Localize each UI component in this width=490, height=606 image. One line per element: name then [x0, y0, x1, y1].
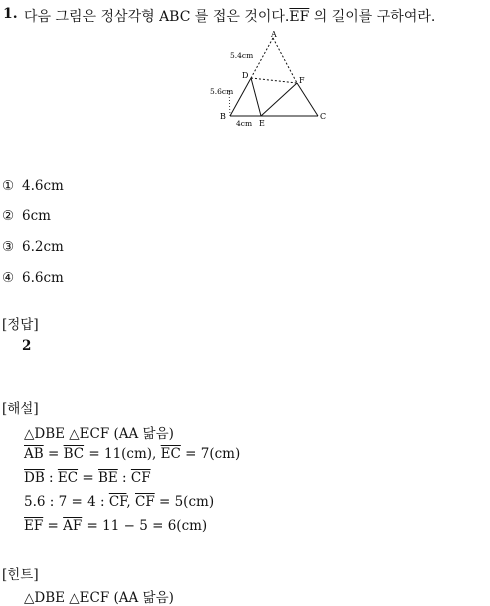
length-DB: 5.6cm: [210, 87, 234, 96]
label-B: B: [220, 112, 226, 121]
answer-label: [정답]: [2, 317, 39, 333]
choice-4-text: 6.6cm: [22, 270, 64, 286]
value-ec: = 7(cm): [180, 446, 241, 462]
segment-ef: $\overline{EF}$: [24, 518, 44, 534]
choice-4-mark: ④: [2, 270, 15, 286]
eq-sign: =: [43, 518, 64, 534]
ratio-values: 5.6 : 7 = 4 :: [24, 494, 109, 510]
label-F: F: [299, 76, 305, 85]
explanation-line-5: [24, 518, 207, 534]
segment-cf: $\overline{CF}$: [135, 494, 155, 510]
answer-value: 2: [22, 338, 32, 354]
choice-2-text: 6cm: [22, 208, 51, 224]
label-A: A: [271, 30, 277, 39]
dashed-AF: [273, 38, 297, 83]
segment-ec: $\overline{EC}$: [160, 446, 181, 462]
length-BE: 4cm: [236, 119, 253, 128]
choice-1-text: 4.6cm: [22, 178, 64, 194]
eq-sign: =: [43, 446, 64, 462]
explanation-line-1: △DBE △ECF (AA 닮음): [24, 426, 174, 442]
value-bc: = 11(cm),: [84, 446, 161, 462]
choice-2[interactable]: [2, 208, 51, 224]
explanation-label: [해설]: [2, 401, 39, 417]
fold-EF: [261, 83, 297, 116]
question-text-before: 다음 그림은 정삼각형 ABC 를 접은 것이다.: [24, 9, 290, 25]
fold-DE: [251, 78, 261, 116]
explanation-line-4: [24, 494, 214, 510]
hint-label: [힌트]: [2, 567, 39, 583]
side-FC: [297, 83, 318, 116]
segment-ef: $\overline{EF}$: [289, 9, 310, 25]
segment-ab: $\overline{AB}$: [24, 446, 44, 462]
choice-2-mark: ②: [2, 208, 15, 224]
hint-line: △DBE △ECF (AA 닮음): [24, 590, 174, 606]
segment-db: $\overline{DB}$: [24, 470, 45, 486]
question-text: [24, 6, 435, 26]
choice-1[interactable]: [2, 178, 64, 194]
choice-3-mark: ③: [2, 239, 15, 255]
value-cf: = 5(cm): [154, 494, 215, 510]
choice-4[interactable]: [2, 270, 64, 286]
choice-1-mark: ①: [2, 178, 15, 194]
label-C: C: [320, 112, 327, 121]
segment-cf: $\overline{CF}$: [130, 470, 151, 486]
choice-3[interactable]: [2, 239, 64, 255]
dashed-AD: [251, 38, 273, 78]
explanation-line-2: [24, 446, 240, 462]
label-D: D: [242, 71, 249, 80]
eq-sign: =: [78, 470, 98, 486]
segment-bc: $\overline{BC}$: [63, 446, 85, 462]
choice-3-text: 6.2cm: [22, 239, 64, 255]
length-AD: 5.4cm: [230, 51, 254, 60]
dashed-DF: [251, 78, 297, 83]
segment-cf: $\overline{CF}$: [108, 494, 127, 510]
comma: ,: [126, 494, 135, 510]
ratio-sep: :: [117, 470, 131, 486]
question-text-after: 의 길이를 구하여라.: [309, 9, 436, 25]
label-E: E: [259, 119, 265, 128]
question-number: 1.: [3, 6, 18, 22]
segment-be: $\overline{BE}$: [97, 470, 118, 486]
segment-af: $\overline{AF}$: [63, 518, 83, 534]
explanation-line-3: [24, 470, 151, 486]
segment-ec: $\overline{EC}$: [57, 470, 79, 486]
value-ef: = 11 − 5 = 6(cm): [82, 518, 208, 534]
side-BF: [230, 78, 251, 116]
ratio-sep: :: [44, 470, 58, 486]
triangle-figure: [205, 28, 335, 133]
